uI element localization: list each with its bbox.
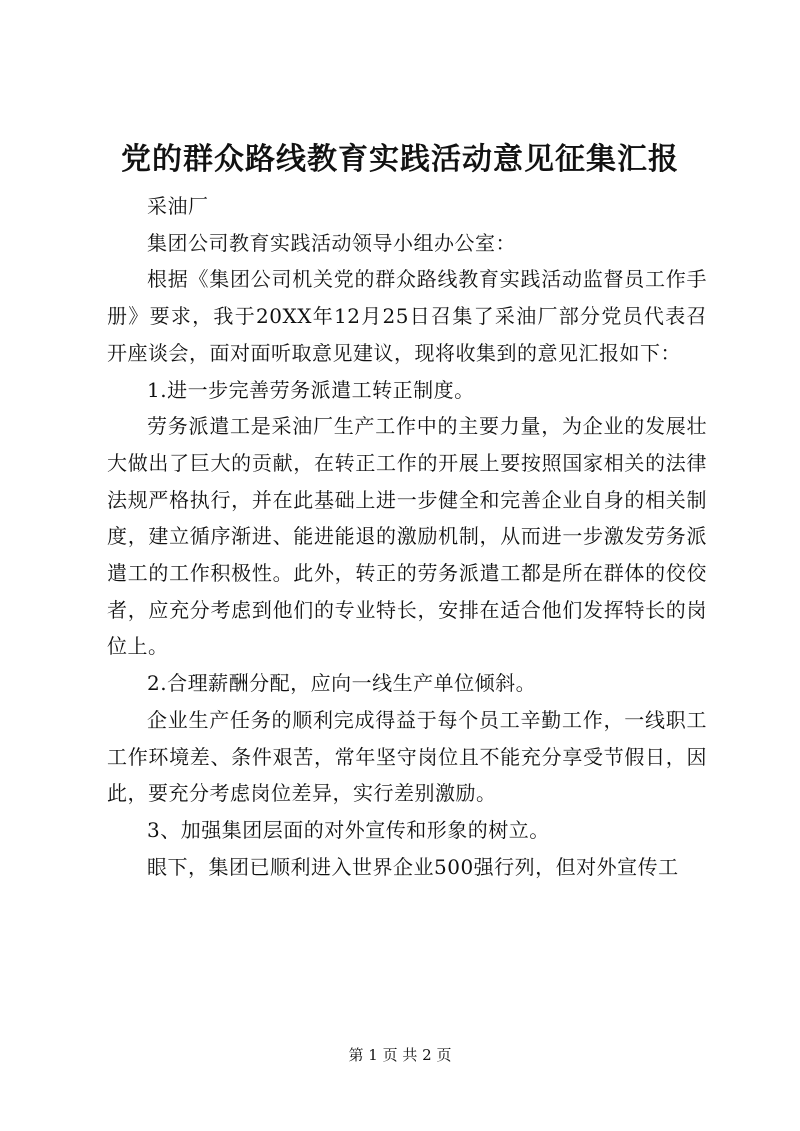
paragraph-item-3-body: 眼下，集团已顺利进入世界企业500强行列，但对外宣传工: [147, 854, 679, 879]
page-number-footer: 第 1 页 共 2 页: [348, 1046, 452, 1064]
document-body: [107, 188, 707, 885]
paragraph-intro: 根据《集团公司机关党的群众路线教育实践活动监督员工作手册》要求，我于20XX年12月25日召集了采油厂部分党员代表召开座谈会，面对面听取意见建议，现将收集到的意见汇报如下：: [107, 267, 707, 365]
paragraph-item-1-body: 劳务派遣工是采油厂生产工作中的主要力量，为企业的发展壮大做出了巨大的贡献，在转正工作的开展上要按照国家相关的法律法规严格执行，并在此基础上进一步健全和完善企业自身的相关制度，建立循序渐进、能进能退的激励机制，从而进一步激发劳务派遣工的工作积极性。此外，转正的劳务派遣工都是所在群体的佼佼者，应充分考虑到他们的专业特长，安排在适合他们发挥特长的岗位上。: [107, 414, 707, 659]
paragraph-addressee: 集团公司教育实践活动领导小组办公室：: [147, 230, 516, 255]
paragraph-recipient-org: 采油厂: [147, 194, 209, 218]
paragraph-item-1-heading: 1.进一步完善劳务派遣工转正制度。: [147, 377, 475, 402]
document-title: 党的群众路线教育实践活动意见征集汇报: [121, 142, 679, 177]
paragraph-item-2-heading: 2.合理薪酬分配，应向一线生产单位倾斜。: [147, 671, 537, 696]
paragraph-item-3-heading: 3、加强集团层面的对外宣传和形象的树立。: [147, 817, 550, 842]
paragraph-item-2-body: 企业生产任务的顺利完成得益于每个员工辛勤工作，一线职工工作环境差、条件艰苦，常年坚守岗位且不能充分享受节假日，因此，要充分考虑岗位差异，实行差别激励。: [107, 707, 707, 806]
